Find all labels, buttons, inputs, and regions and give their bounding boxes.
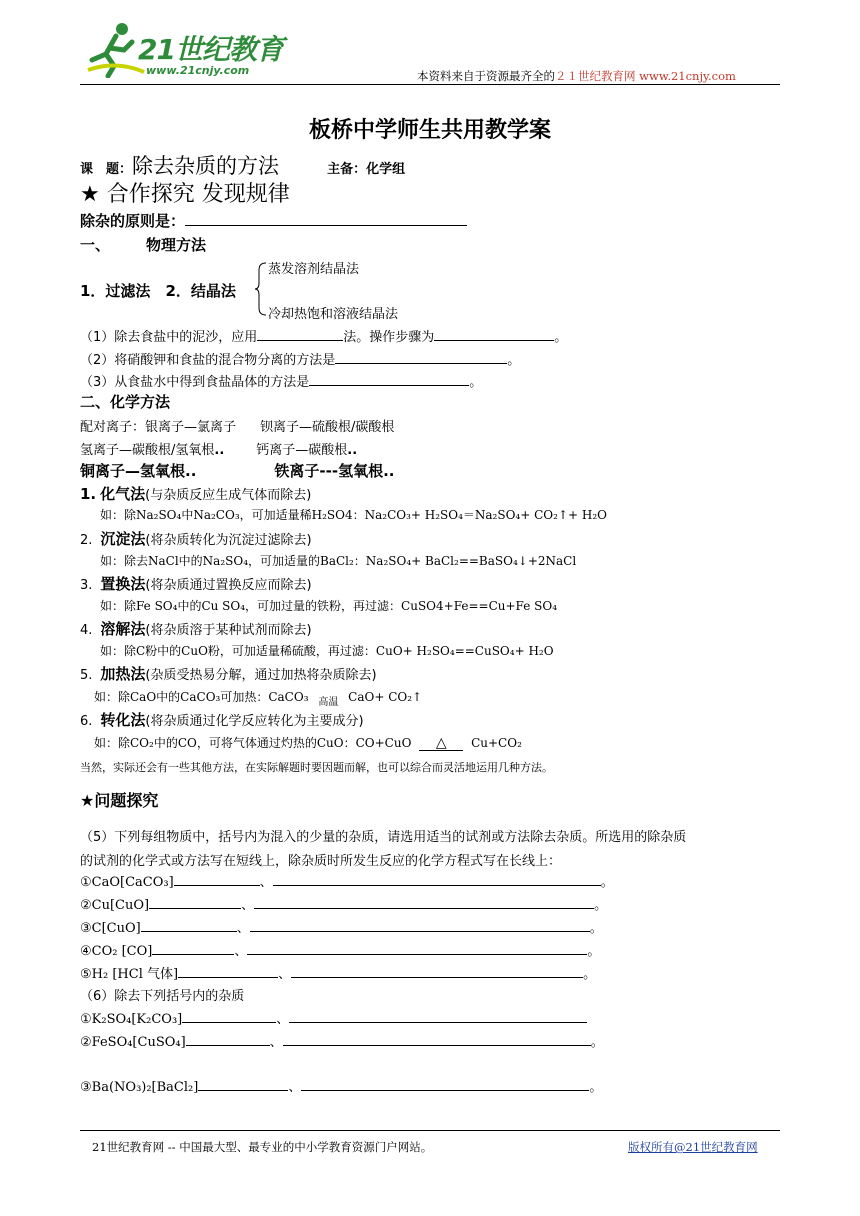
method-convert-name: 转化法	[100, 711, 146, 729]
principle-label: 除杂的原则是：	[80, 212, 186, 230]
method-gas-example: 如：除Na₂SO₄中Na₂CO₃，可加适量稀H₂SO4：Na₂CO₃+ H₂SO₄＝Na₂SO₄+ CO₂↑+ H₂O	[100, 508, 607, 522]
footer-left: 21世纪教育网 -- 中国最大型、最专业的中小学教育资源门户网站。	[92, 1140, 433, 1154]
header-divider	[80, 84, 780, 85]
runner-logo-icon	[86, 20, 146, 78]
q1-text-a: （1）除去食盐中的泥沙，应用	[80, 330, 258, 345]
q5-item-3	[80, 917, 603, 936]
method-precipitate-name: 沉淀法	[100, 530, 146, 548]
method-heat-condition: 高温	[318, 697, 339, 708]
method-gas-desc: (与杂质反应生成气体而除去)	[145, 488, 312, 503]
q5-item-4	[80, 940, 600, 959]
logo-main-text: 21世纪教育	[138, 33, 283, 66]
method-dissolve	[80, 618, 312, 639]
q5-item-1-label: ①CaO[CaCO₃]	[80, 875, 174, 890]
separator: 、	[276, 1012, 290, 1027]
separator: 、	[288, 1080, 302, 1095]
method-precipitate-desc: (将杂质转化为沉淀过滤除去)	[145, 533, 312, 548]
principle-line	[80, 210, 467, 231]
footer-copyright-link[interactable]: 版权所有@21世纪教育网	[628, 1140, 758, 1154]
method-heat-num: 5.	[80, 668, 93, 683]
method-convert-num: 6.	[80, 714, 93, 729]
q5-item-5-label: ⑤H₂ [HCl 气体]	[80, 967, 179, 982]
physical-q3	[80, 371, 482, 390]
method-convert-example-b: Cu+CO₂	[471, 736, 522, 750]
q5-item-2-equation-blank[interactable]	[254, 895, 594, 909]
section-heading-cooperation: ★ 合作探究 发现规律	[80, 182, 290, 207]
q1-blank-steps[interactable]	[434, 327, 554, 341]
q5-item-5-reagent-blank[interactable]	[178, 964, 278, 978]
physical-q1	[80, 326, 567, 345]
method-dissolve-name: 溶解法	[100, 620, 146, 638]
method-heat	[80, 663, 377, 684]
q5-item-2-reagent-blank[interactable]	[149, 895, 241, 909]
method-heat-example	[94, 688, 423, 708]
q5-item-4-label: ④CO₂ [CO]	[80, 944, 153, 959]
method-gas-num: 1.	[80, 485, 97, 503]
site-logo[interactable]	[86, 20, 283, 80]
topic-author: 主备：化学组	[327, 162, 406, 177]
physical-q2	[80, 349, 520, 368]
branch-evaporation: 蒸发溶剂结晶法	[268, 262, 360, 277]
q2-text-end: 。	[507, 353, 521, 368]
ion-pairs-row-1	[80, 416, 394, 435]
q5-intro-line-1: （5）下列每组物质中，括号内为混入的少量的杂质，请选用适当的试剂或方法除去杂质。所选用的除杂质	[80, 830, 687, 845]
q6-item-2	[80, 1031, 604, 1050]
method-gas	[80, 483, 311, 504]
ion-pair-hydrogen-end: ..	[214, 443, 225, 458]
method-gas-name: 化气法	[100, 485, 146, 503]
method-precipitate-num: 2.	[80, 533, 93, 548]
q2-blank[interactable]	[335, 350, 507, 364]
separator: 、	[259, 875, 273, 890]
method-displace-num: 3.	[80, 578, 93, 593]
physical-heading	[80, 234, 206, 255]
method-displace	[80, 573, 312, 594]
ion-pair-calcium: 钙离子—碳酸根	[256, 443, 348, 458]
source-note-prefix: 本资料来自于资源最齐全的	[417, 69, 555, 83]
method-convert-example-a: 如：除CO₂中的CO，可将气体通过灼热的CuO：CO+CuO	[94, 736, 412, 750]
q6-item-2-equation-blank[interactable]	[283, 1032, 591, 1046]
section-heading-problems: ★问题探究	[80, 791, 159, 810]
separator: 、	[236, 921, 250, 936]
q6-item-1-reagent-blank[interactable]	[182, 1009, 276, 1023]
q6-item-2-label: ②FeSO₄[CuSO₄]	[80, 1035, 186, 1050]
method-dissolve-num: 4.	[80, 623, 93, 638]
period: 。	[587, 944, 601, 959]
q6-item-2-reagent-blank[interactable]	[186, 1032, 270, 1046]
period: 。	[594, 898, 608, 913]
period: 。	[589, 921, 603, 936]
method-precipitate-example: 如：除去NaCl中的Na₂SO₄，可加适量的BaCl₂：Na₂SO₄+ BaCl₂==BaSO₄↓+2NaCl	[100, 554, 577, 568]
q1-text-end: 。	[554, 330, 568, 345]
page-title: 板桥中学师生共用教学案	[308, 118, 551, 143]
principle-blank[interactable]	[185, 210, 467, 226]
physical-methods: 1．过滤法 2．结晶法	[80, 282, 236, 300]
q6-item-3-equation-blank[interactable]	[301, 1077, 589, 1091]
q5-item-2	[80, 894, 607, 913]
source-note-link[interactable]: ２１世纪教育网 www.21cnjy.com	[555, 69, 736, 83]
q3-text-end: 。	[469, 375, 483, 390]
ion-pair-barium: 钡离子—硫酸根/碳酸根	[260, 420, 395, 435]
methods-note: 当然，实际还会有一些其他方法，在实际解题时要因题而解，也可以综合而灵活地运用几种方法。	[80, 761, 553, 774]
q6-item-1-equation-blank[interactable]	[289, 1009, 587, 1023]
ion-pair-iron: 铁离子---氢氧根..	[274, 462, 395, 480]
method-displace-desc: (将杂质通过置换反应而除去)	[145, 578, 312, 593]
method-convert-desc: (将杂质通过化学反应转化为主要成分)	[145, 714, 364, 729]
q5-item-4-equation-blank[interactable]	[247, 941, 587, 955]
separator: 、	[241, 898, 255, 913]
physical-heading-num: 一、	[80, 236, 111, 254]
q5-intro-line-2: 的试剂的化学式或方法写在短线上，除杂质时所发生反应的化学方程式写在长线上：	[80, 854, 562, 869]
q6-item-3-reagent-blank[interactable]	[198, 1077, 288, 1091]
method-convert-example	[94, 734, 522, 751]
period: 。	[590, 1035, 604, 1050]
ion-pairs-row-2	[80, 439, 357, 458]
q5-item-5-equation-blank[interactable]	[291, 964, 583, 978]
topic-label: 课 题：	[80, 162, 133, 177]
method-convert-condition: △	[419, 736, 463, 751]
q1-text-b: 法。操作步骤为	[343, 330, 435, 345]
q1-blank-method[interactable]	[257, 327, 343, 341]
topic-value: 除去杂质的方法	[132, 154, 280, 178]
q6-item-3	[80, 1076, 602, 1095]
period: 。	[600, 875, 614, 890]
branch-cooling: 冷却热饱和溶液结晶法	[268, 307, 399, 322]
method-heat-example-a: 如：除CaO中的CaCO₃可加热：CaCO₃	[94, 690, 309, 704]
logo-url-text: www.21cnjy.com	[146, 64, 250, 77]
method-dissolve-desc: (将杂质溶于某种试剂而除去)	[145, 623, 312, 638]
period: 。	[589, 1080, 603, 1095]
source-note	[417, 68, 736, 84]
method-displace-example: 如：除Fe SO₄中的Cu SO₄，可加过量的铁粉，再过滤：CuSO4+Fe==Cu+Fe SO₄	[100, 599, 558, 613]
q5-item-3-reagent-blank[interactable]	[141, 918, 237, 932]
q5-item-1-equation-blank[interactable]	[273, 872, 601, 886]
method-precipitate	[80, 528, 312, 549]
q6-item-3-label: ③Ba(NO₃)₂[BaCl₂]	[80, 1080, 199, 1095]
q5-item-3-equation-blank[interactable]	[250, 918, 590, 932]
method-convert	[80, 709, 364, 730]
separator: 、	[278, 967, 292, 982]
separator: 、	[269, 1035, 283, 1050]
physical-heading-text: 物理方法	[146, 236, 207, 254]
method-dissolve-example: 如：除C粉中的CuO粉，可加适量稀硫酸，再过滤：CuO+ H₂SO₄==CuSO₄+ H₂O	[100, 644, 554, 658]
method-heat-desc: (杂质受热易分解，通过加热将杂质除去)	[145, 668, 377, 683]
q6-item-1	[80, 1008, 587, 1027]
period: 。	[583, 967, 597, 982]
q5-item-1	[80, 871, 614, 890]
method-heat-example-b: CaO+ CO₂↑	[348, 690, 423, 704]
brace-icon	[255, 262, 267, 316]
footer-divider	[80, 1130, 780, 1131]
ion-pair-copper: 铜离子—氢氧根..	[80, 462, 197, 480]
q3-blank[interactable]	[309, 372, 469, 386]
q5-item-1-reagent-blank[interactable]	[174, 872, 260, 886]
method-displace-name: 置换法	[100, 575, 146, 593]
q5-item-5	[80, 963, 596, 982]
q6-item-1-label: ①K₂SO₄[K₂CO₃]	[80, 1012, 183, 1027]
q3-text-a: （3）从食盐水中得到食盐晶体的方法是	[80, 375, 310, 390]
ion-pair-silver: 配对离子：银离子—氯离子	[80, 420, 237, 435]
q5-item-2-label: ②Cu[CuO]	[80, 898, 150, 913]
q5-item-4-reagent-blank[interactable]	[152, 941, 234, 955]
ion-pairs-row-3	[80, 460, 394, 481]
method-heat-name: 加热法	[100, 665, 146, 683]
q2-text-a: （2）将硝酸钾和食盐的混合物分离的方法是	[80, 353, 336, 368]
topic-line	[80, 150, 405, 180]
q5-item-3-label: ③C[CuO]	[80, 921, 141, 936]
separator: 、	[234, 944, 248, 959]
q6-heading: （6）除去下列括号内的杂质	[80, 989, 245, 1004]
ion-pair-hydrogen: 氢离子—碳酸根/氢氧根	[80, 443, 215, 458]
chemical-heading: 二、化学方法	[80, 393, 171, 411]
ion-pair-calcium-end: ..	[347, 443, 358, 458]
